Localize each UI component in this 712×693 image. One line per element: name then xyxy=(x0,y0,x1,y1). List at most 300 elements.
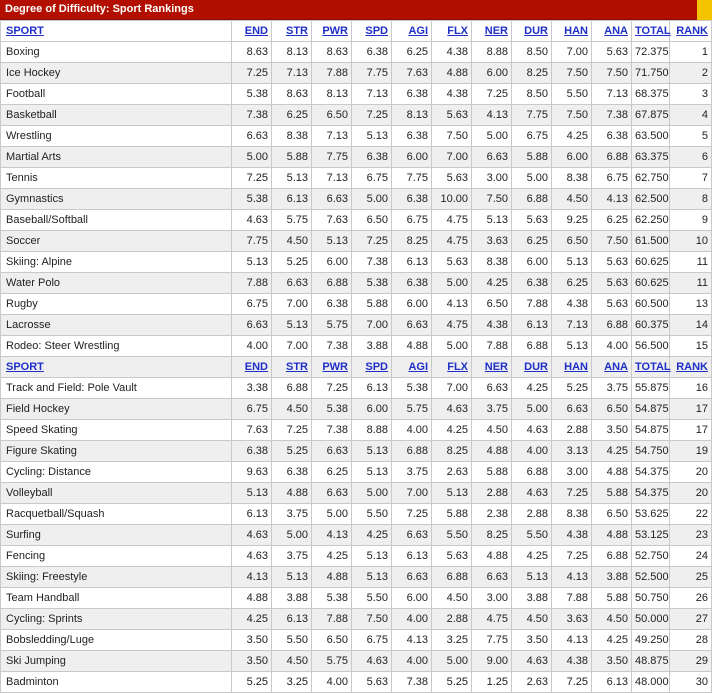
value-cell-flx: 4.38 xyxy=(432,42,472,63)
value-cell-han: 9.25 xyxy=(552,210,592,231)
header-cell-dur xyxy=(512,357,552,378)
value-cell-spd: 5.63 xyxy=(352,672,392,693)
value-cell-agi: 6.38 xyxy=(392,273,432,294)
value-cell-pwr: 6.63 xyxy=(312,441,352,462)
value-cell-pwr: 7.13 xyxy=(312,168,352,189)
value-cell-rank: 24 xyxy=(670,546,712,567)
value-cell-end: 6.63 xyxy=(232,315,272,336)
value-cell-flx: 4.25 xyxy=(432,420,472,441)
value-cell-ana: 6.50 xyxy=(592,399,632,420)
value-cell-spd: 5.00 xyxy=(352,483,392,504)
sport-name-cell: Speed Skating xyxy=(1,420,232,441)
value-cell-spd: 6.00 xyxy=(352,399,392,420)
value-cell-end: 8.63 xyxy=(232,42,272,63)
value-cell-dur: 5.63 xyxy=(512,210,552,231)
value-cell-agi: 8.13 xyxy=(392,105,432,126)
sort-rank-link[interactable]: RANK xyxy=(676,25,708,37)
value-cell-total: 61.500 xyxy=(632,231,670,252)
value-cell-spd: 5.13 xyxy=(352,462,392,483)
value-cell-total: 71.750 xyxy=(632,63,670,84)
sort-spd-link[interactable]: SPD xyxy=(365,361,388,373)
sort-pwr-link[interactable]: PWR xyxy=(322,25,348,37)
value-cell-end: 6.38 xyxy=(232,441,272,462)
value-cell-spd: 6.38 xyxy=(352,42,392,63)
value-cell-total: 54.750 xyxy=(632,441,670,462)
value-cell-str: 5.13 xyxy=(272,567,312,588)
value-cell-rank: 17 xyxy=(670,420,712,441)
value-cell-dur: 7.75 xyxy=(512,105,552,126)
value-cell-agi: 6.38 xyxy=(392,84,432,105)
value-cell-str: 5.25 xyxy=(272,252,312,273)
value-cell-agi: 6.63 xyxy=(392,567,432,588)
value-cell-ana: 3.50 xyxy=(592,420,632,441)
value-cell-total: 48.000 xyxy=(632,672,670,693)
value-cell-han: 3.00 xyxy=(552,462,592,483)
table-row xyxy=(1,147,712,168)
value-cell-flx: 5.63 xyxy=(432,546,472,567)
sort-dur-link[interactable]: DUR xyxy=(524,361,548,373)
value-cell-end: 4.13 xyxy=(232,567,272,588)
value-cell-pwr: 7.38 xyxy=(312,336,352,357)
value-cell-str: 5.50 xyxy=(272,630,312,651)
value-cell-str: 8.13 xyxy=(272,42,312,63)
value-cell-total: 48.875 xyxy=(632,651,670,672)
value-cell-total: 60.625 xyxy=(632,273,670,294)
value-cell-dur: 6.88 xyxy=(512,336,552,357)
sport-name-cell: Skiing: Freestyle xyxy=(1,567,232,588)
value-cell-ana: 6.75 xyxy=(592,168,632,189)
value-cell-han: 6.50 xyxy=(552,231,592,252)
value-cell-str: 6.13 xyxy=(272,189,312,210)
value-cell-total: 54.875 xyxy=(632,399,670,420)
value-cell-ana: 5.63 xyxy=(592,273,632,294)
value-cell-str: 5.75 xyxy=(272,210,312,231)
value-cell-ana: 6.88 xyxy=(592,546,632,567)
value-cell-ana: 6.13 xyxy=(592,672,632,693)
value-cell-han: 5.50 xyxy=(552,84,592,105)
sport-name-cell: Badminton xyxy=(1,672,232,693)
value-cell-ana: 7.13 xyxy=(592,84,632,105)
value-cell-rank: 17 xyxy=(670,399,712,420)
value-cell-ner: 9.00 xyxy=(472,651,512,672)
value-cell-total: 60.500 xyxy=(632,294,670,315)
value-cell-rank: 6 xyxy=(670,147,712,168)
value-cell-rank: 5 xyxy=(670,126,712,147)
value-cell-rank: 15 xyxy=(670,336,712,357)
sort-sport-link[interactable]: SPORT xyxy=(6,361,44,373)
header-cell-sport xyxy=(1,21,232,42)
value-cell-rank: 11 xyxy=(670,273,712,294)
value-cell-rank: 26 xyxy=(670,588,712,609)
value-cell-ner: 2.38 xyxy=(472,504,512,525)
value-cell-spd: 5.00 xyxy=(352,189,392,210)
header-cell-spd xyxy=(352,357,392,378)
value-cell-dur: 5.00 xyxy=(512,399,552,420)
value-cell-ana: 5.88 xyxy=(592,483,632,504)
sort-agi-link[interactable]: AGI xyxy=(408,25,428,37)
value-cell-dur: 5.13 xyxy=(512,567,552,588)
value-cell-str: 6.88 xyxy=(272,378,312,399)
value-cell-han: 8.38 xyxy=(552,168,592,189)
value-cell-ner: 8.38 xyxy=(472,252,512,273)
value-cell-total: 52.500 xyxy=(632,567,670,588)
value-cell-dur: 6.88 xyxy=(512,189,552,210)
table-row xyxy=(1,189,712,210)
header-cell-ana xyxy=(592,357,632,378)
value-cell-han: 4.38 xyxy=(552,651,592,672)
value-cell-ner: 4.25 xyxy=(472,273,512,294)
sport-name-cell: Martial Arts xyxy=(1,147,232,168)
value-cell-agi: 4.13 xyxy=(392,630,432,651)
header-cell-sport xyxy=(1,357,232,378)
table-row xyxy=(1,105,712,126)
value-cell-spd: 4.63 xyxy=(352,651,392,672)
value-cell-str: 8.63 xyxy=(272,84,312,105)
value-cell-str: 5.25 xyxy=(272,441,312,462)
value-cell-ner: 3.00 xyxy=(472,168,512,189)
table-row xyxy=(1,315,712,336)
value-cell-pwr: 5.00 xyxy=(312,504,352,525)
sport-name-cell: Baseball/Softball xyxy=(1,210,232,231)
value-cell-ner: 7.50 xyxy=(472,189,512,210)
value-cell-han: 7.50 xyxy=(552,63,592,84)
value-cell-flx: 7.00 xyxy=(432,147,472,168)
sport-name-cell: Bobsledding/Luge xyxy=(1,630,232,651)
value-cell-end: 4.63 xyxy=(232,546,272,567)
value-cell-str: 3.88 xyxy=(272,588,312,609)
table-row xyxy=(1,294,712,315)
value-cell-flx: 3.25 xyxy=(432,630,472,651)
value-cell-total: 56.500 xyxy=(632,336,670,357)
value-cell-ner: 5.00 xyxy=(472,126,512,147)
value-cell-pwr: 6.25 xyxy=(312,462,352,483)
value-cell-agi: 6.13 xyxy=(392,546,432,567)
value-cell-agi: 6.00 xyxy=(392,294,432,315)
value-cell-ana: 7.50 xyxy=(592,63,632,84)
table-row xyxy=(1,273,712,294)
value-cell-spd: 6.75 xyxy=(352,630,392,651)
value-cell-rank: 8 xyxy=(670,189,712,210)
value-cell-rank: 25 xyxy=(670,567,712,588)
value-cell-ner: 6.63 xyxy=(472,567,512,588)
value-cell-total: 63.375 xyxy=(632,147,670,168)
value-cell-rank: 9 xyxy=(670,210,712,231)
value-cell-ana: 3.50 xyxy=(592,651,632,672)
value-cell-ana: 4.13 xyxy=(592,189,632,210)
value-cell-str: 6.13 xyxy=(272,609,312,630)
value-cell-end: 4.63 xyxy=(232,210,272,231)
value-cell-dur: 4.50 xyxy=(512,609,552,630)
table-row xyxy=(1,252,712,273)
sort-rank-link[interactable]: RANK xyxy=(676,361,708,373)
value-cell-ana: 5.63 xyxy=(592,294,632,315)
value-cell-str: 8.38 xyxy=(272,126,312,147)
value-cell-flx: 7.00 xyxy=(432,378,472,399)
value-cell-spd: 7.50 xyxy=(352,609,392,630)
value-cell-pwr: 6.50 xyxy=(312,630,352,651)
value-cell-end: 7.88 xyxy=(232,273,272,294)
value-cell-pwr: 6.00 xyxy=(312,252,352,273)
value-cell-dur: 4.25 xyxy=(512,378,552,399)
value-cell-pwr: 7.88 xyxy=(312,63,352,84)
value-cell-pwr: 8.13 xyxy=(312,84,352,105)
value-cell-rank: 20 xyxy=(670,462,712,483)
value-cell-end: 3.38 xyxy=(232,378,272,399)
value-cell-agi: 7.63 xyxy=(392,63,432,84)
value-cell-rank: 20 xyxy=(670,483,712,504)
value-cell-flx: 8.25 xyxy=(432,441,472,462)
value-cell-ner: 6.63 xyxy=(472,147,512,168)
value-cell-dur: 4.00 xyxy=(512,441,552,462)
header-cell-end xyxy=(232,21,272,42)
value-cell-flx: 4.88 xyxy=(432,63,472,84)
value-cell-dur: 5.88 xyxy=(512,147,552,168)
sort-spd-link[interactable]: SPD xyxy=(365,25,388,37)
value-cell-han: 5.13 xyxy=(552,252,592,273)
value-cell-rank: 1 xyxy=(670,42,712,63)
value-cell-han: 7.25 xyxy=(552,483,592,504)
value-cell-ana: 5.63 xyxy=(592,252,632,273)
header-cell-total xyxy=(632,357,670,378)
value-cell-total: 54.375 xyxy=(632,483,670,504)
sort-end-link[interactable]: END xyxy=(244,361,268,373)
value-cell-dur: 6.00 xyxy=(512,252,552,273)
value-cell-ner: 8.88 xyxy=(472,42,512,63)
value-cell-spd: 5.13 xyxy=(352,567,392,588)
value-cell-han: 4.25 xyxy=(552,126,592,147)
header-cell-str xyxy=(272,357,312,378)
header-cell-spd xyxy=(352,21,392,42)
value-cell-end: 3.50 xyxy=(232,651,272,672)
sport-name-cell: Team Handball xyxy=(1,588,232,609)
value-cell-flx: 4.38 xyxy=(432,84,472,105)
sort-flx-link[interactable]: FLX xyxy=(447,361,468,373)
value-cell-end: 7.25 xyxy=(232,168,272,189)
value-cell-flx: 5.63 xyxy=(432,105,472,126)
value-cell-str: 4.50 xyxy=(272,651,312,672)
value-cell-flx: 5.00 xyxy=(432,336,472,357)
sport-name-cell: Surfing xyxy=(1,525,232,546)
value-cell-pwr: 4.00 xyxy=(312,672,352,693)
value-cell-rank: 3 xyxy=(670,84,712,105)
value-cell-ner: 5.88 xyxy=(472,462,512,483)
value-cell-str: 3.75 xyxy=(272,504,312,525)
table-row xyxy=(1,399,712,420)
sort-str-link[interactable]: STR xyxy=(286,361,308,373)
value-cell-flx: 2.63 xyxy=(432,462,472,483)
value-cell-str: 7.00 xyxy=(272,336,312,357)
value-cell-dur: 4.63 xyxy=(512,420,552,441)
header-cell-flx xyxy=(432,21,472,42)
value-cell-dur: 8.50 xyxy=(512,84,552,105)
value-cell-ana: 3.88 xyxy=(592,567,632,588)
value-cell-end: 6.13 xyxy=(232,504,272,525)
sport-name-cell: Volleyball xyxy=(1,483,232,504)
value-cell-str: 7.13 xyxy=(272,63,312,84)
value-cell-total: 55.875 xyxy=(632,378,670,399)
value-cell-rank: 13 xyxy=(670,294,712,315)
value-cell-ner: 4.75 xyxy=(472,609,512,630)
value-cell-flx: 5.13 xyxy=(432,483,472,504)
header-cell-end xyxy=(232,357,272,378)
value-cell-total: 53.625 xyxy=(632,504,670,525)
value-cell-rank: 23 xyxy=(670,525,712,546)
value-cell-pwr: 5.38 xyxy=(312,588,352,609)
value-cell-ner: 2.88 xyxy=(472,483,512,504)
value-cell-dur: 6.38 xyxy=(512,273,552,294)
value-cell-dur: 6.88 xyxy=(512,462,552,483)
value-cell-rank: 2 xyxy=(670,63,712,84)
value-cell-ner: 3.00 xyxy=(472,588,512,609)
value-cell-end: 5.13 xyxy=(232,252,272,273)
value-cell-han: 7.50 xyxy=(552,105,592,126)
sort-ana-link[interactable]: ANA xyxy=(604,25,628,37)
value-cell-end: 6.75 xyxy=(232,399,272,420)
table-row xyxy=(1,630,712,651)
value-cell-rank: 4 xyxy=(670,105,712,126)
value-cell-rank: 29 xyxy=(670,651,712,672)
value-cell-str: 3.25 xyxy=(272,672,312,693)
value-cell-dur: 4.25 xyxy=(512,546,552,567)
value-cell-end: 7.25 xyxy=(232,63,272,84)
header-cell-rank xyxy=(670,21,712,42)
value-cell-ana: 3.75 xyxy=(592,378,632,399)
value-cell-str: 4.50 xyxy=(272,399,312,420)
value-cell-spd: 8.88 xyxy=(352,420,392,441)
sport-name-cell: Figure Skating xyxy=(1,441,232,462)
value-cell-ner: 5.13 xyxy=(472,210,512,231)
value-cell-flx: 5.00 xyxy=(432,273,472,294)
value-cell-ana: 4.25 xyxy=(592,630,632,651)
value-cell-ana: 5.63 xyxy=(592,42,632,63)
table-row xyxy=(1,546,712,567)
value-cell-agi: 6.63 xyxy=(392,315,432,336)
value-cell-str: 5.88 xyxy=(272,147,312,168)
value-cell-ana: 6.38 xyxy=(592,126,632,147)
table-row xyxy=(1,126,712,147)
value-cell-spd: 3.88 xyxy=(352,336,392,357)
value-cell-han: 6.63 xyxy=(552,399,592,420)
value-cell-str: 6.25 xyxy=(272,105,312,126)
value-cell-total: 60.375 xyxy=(632,315,670,336)
value-cell-total: 54.375 xyxy=(632,462,670,483)
sort-str-link[interactable]: STR xyxy=(286,25,308,37)
value-cell-ana: 7.38 xyxy=(592,105,632,126)
value-cell-han: 2.88 xyxy=(552,420,592,441)
value-cell-end: 4.88 xyxy=(232,588,272,609)
value-cell-ana: 6.88 xyxy=(592,315,632,336)
value-cell-agi: 6.25 xyxy=(392,42,432,63)
value-cell-agi: 7.75 xyxy=(392,168,432,189)
table-row xyxy=(1,483,712,504)
table-row xyxy=(1,462,712,483)
header-cell-flx xyxy=(432,357,472,378)
value-cell-pwr: 6.50 xyxy=(312,105,352,126)
value-cell-dur: 4.63 xyxy=(512,651,552,672)
value-cell-spd: 5.50 xyxy=(352,588,392,609)
header-cell-ana xyxy=(592,21,632,42)
table-row xyxy=(1,231,712,252)
value-cell-spd: 4.25 xyxy=(352,525,392,546)
value-cell-pwr: 6.63 xyxy=(312,189,352,210)
sport-name-cell: Track and Field: Pole Vault xyxy=(1,378,232,399)
value-cell-total: 60.625 xyxy=(632,252,670,273)
value-cell-pwr: 5.75 xyxy=(312,315,352,336)
value-cell-agi: 4.88 xyxy=(392,336,432,357)
value-cell-flx: 4.75 xyxy=(432,315,472,336)
sort-ner-link[interactable]: NER xyxy=(484,361,508,373)
value-cell-pwr: 7.63 xyxy=(312,210,352,231)
value-cell-agi: 4.00 xyxy=(392,420,432,441)
sort-total-link[interactable]: TOTAL xyxy=(635,361,671,373)
value-cell-dur: 6.75 xyxy=(512,126,552,147)
value-cell-ana: 6.88 xyxy=(592,147,632,168)
value-cell-ner: 4.50 xyxy=(472,420,512,441)
header-cell-pwr xyxy=(312,21,352,42)
value-cell-han: 6.25 xyxy=(552,273,592,294)
value-cell-dur: 5.00 xyxy=(512,168,552,189)
sport-name-cell: Tennis xyxy=(1,168,232,189)
value-cell-str: 5.00 xyxy=(272,525,312,546)
value-cell-rank: 27 xyxy=(670,609,712,630)
value-cell-agi: 7.38 xyxy=(392,672,432,693)
sort-agi-link[interactable]: AGI xyxy=(408,361,428,373)
value-cell-flx: 5.63 xyxy=(432,252,472,273)
value-cell-ner: 6.63 xyxy=(472,378,512,399)
value-cell-ner: 6.50 xyxy=(472,294,512,315)
value-cell-pwr: 7.75 xyxy=(312,147,352,168)
value-cell-han: 5.25 xyxy=(552,378,592,399)
sort-pwr-link[interactable]: PWR xyxy=(322,361,348,373)
value-cell-pwr: 7.13 xyxy=(312,126,352,147)
value-cell-pwr: 5.13 xyxy=(312,231,352,252)
sport-name-cell: Rugby xyxy=(1,294,232,315)
value-cell-flx: 5.00 xyxy=(432,651,472,672)
value-cell-end: 9.63 xyxy=(232,462,272,483)
header-row xyxy=(1,357,712,378)
header-cell-ner xyxy=(472,21,512,42)
value-cell-str: 7.00 xyxy=(272,294,312,315)
value-cell-han: 7.88 xyxy=(552,588,592,609)
sport-name-cell: Racquetball/Squash xyxy=(1,504,232,525)
value-cell-ner: 1.25 xyxy=(472,672,512,693)
value-cell-total: 54.875 xyxy=(632,420,670,441)
sort-end-link[interactable]: END xyxy=(244,25,268,37)
value-cell-spd: 6.75 xyxy=(352,168,392,189)
sort-total-link[interactable]: TOTAL xyxy=(635,25,671,37)
header-cell-total xyxy=(632,21,670,42)
sort-ana-link[interactable]: ANA xyxy=(604,361,628,373)
value-cell-agi: 6.13 xyxy=(392,252,432,273)
value-cell-total: 52.750 xyxy=(632,546,670,567)
value-cell-ner: 8.25 xyxy=(472,525,512,546)
value-cell-end: 7.63 xyxy=(232,420,272,441)
sort-dur-link[interactable]: DUR xyxy=(524,25,548,37)
sort-han-link[interactable]: HAN xyxy=(564,361,588,373)
value-cell-end: 3.50 xyxy=(232,630,272,651)
value-cell-han: 5.13 xyxy=(552,336,592,357)
sort-sport-link[interactable]: SPORT xyxy=(6,25,44,37)
sort-ner-link[interactable]: NER xyxy=(484,25,508,37)
sort-han-link[interactable]: HAN xyxy=(564,25,588,37)
table-row xyxy=(1,525,712,546)
sort-flx-link[interactable]: FLX xyxy=(447,25,468,37)
value-cell-pwr: 6.88 xyxy=(312,273,352,294)
value-cell-flx: 6.88 xyxy=(432,567,472,588)
value-cell-dur: 3.50 xyxy=(512,630,552,651)
table-row xyxy=(1,504,712,525)
value-cell-agi: 6.38 xyxy=(392,126,432,147)
